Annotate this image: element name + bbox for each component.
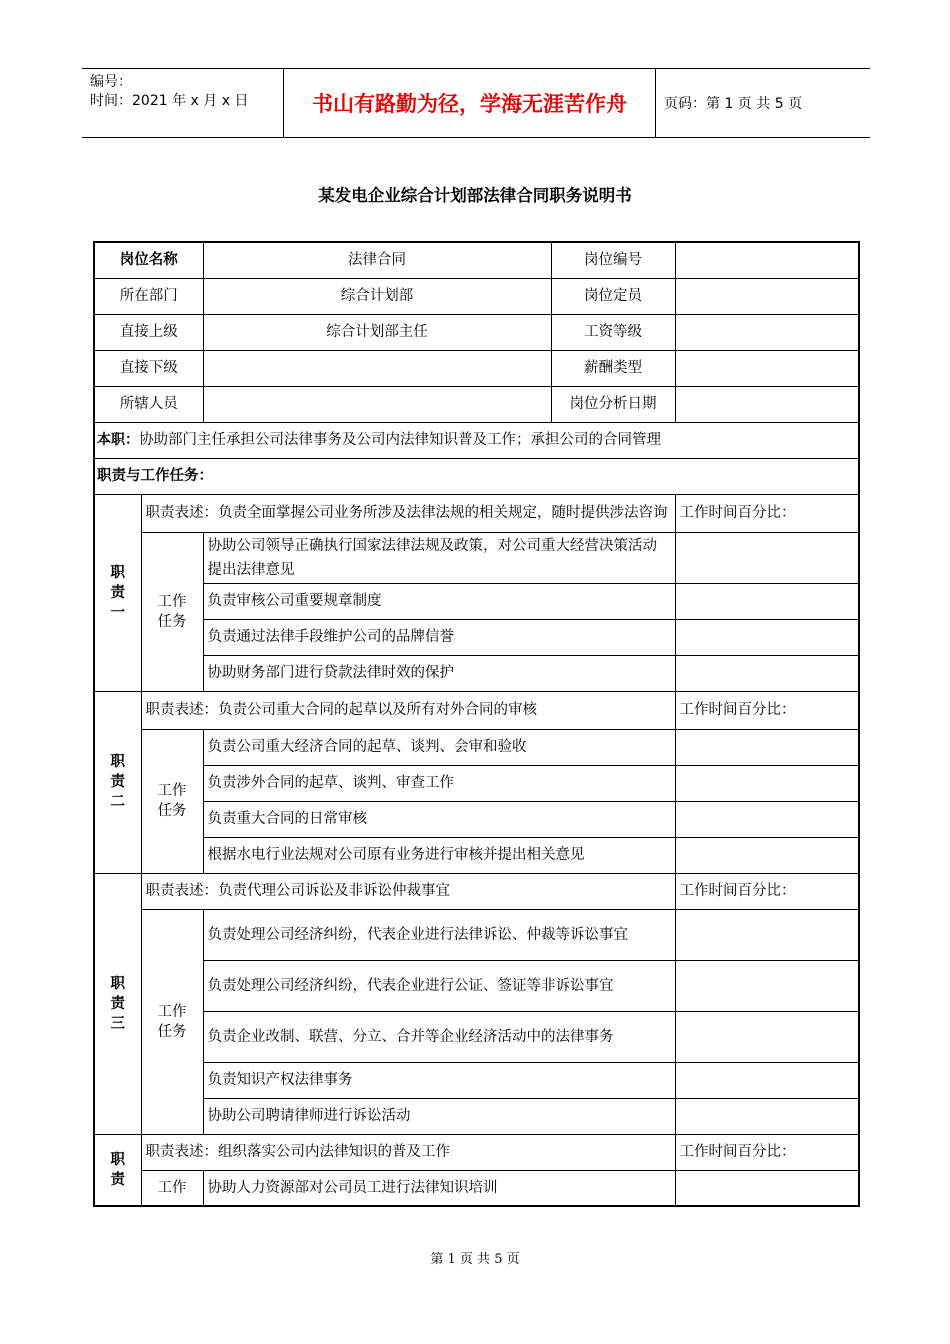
duty-desc: 职责表述：负责公司重大合同的起草以及所有对外合同的审核	[141, 691, 675, 729]
task-item: 负责涉外合同的起草、谈判、审查工作	[203, 765, 675, 801]
task-item: 负责通过法律手段维护公司的品牌信誉	[203, 619, 675, 655]
duty-name-3: 职 责 三	[94, 873, 141, 1134]
task-row	[94, 655, 859, 691]
duty-desc: 职责表述：组织落实公司内法律知识的普及工作	[141, 1134, 675, 1170]
task-item: 根据水电行业法规对公司原有业务进行审核并提出相关意见	[203, 837, 675, 873]
info-row	[94, 314, 859, 350]
task-item: 负责知识产权法律事务	[203, 1062, 675, 1098]
info-value	[675, 278, 859, 314]
task-row	[94, 1011, 859, 1062]
info-row	[94, 278, 859, 314]
task-item: 负责公司重大经济合同的起草、谈判、会审和验收	[203, 729, 675, 765]
info-value: 综合计划部主任	[203, 314, 551, 350]
info-label: 薪酬类型	[551, 350, 675, 386]
task-item: 协助人力资源部对公司员工进行法律知识培训	[203, 1170, 675, 1206]
info-value	[675, 386, 859, 422]
task-row	[94, 583, 859, 619]
duty-desc-row	[94, 494, 859, 532]
info-label: 所辖人员	[94, 386, 203, 422]
info-row	[94, 386, 859, 422]
info-value	[203, 350, 551, 386]
document-title: 某发电企业综合计划部法律合同职务说明书	[318, 186, 632, 205]
task-percent	[675, 619, 859, 655]
info-label: 所在部门	[94, 278, 203, 314]
task-percent	[675, 801, 859, 837]
task-row	[94, 619, 859, 655]
info-label: 岗位分析日期	[551, 386, 675, 422]
task-row	[94, 532, 859, 583]
task-row	[94, 1170, 859, 1206]
task-item: 协助公司领导正确执行国家法律法规及政策，对公司重大经营决策活动提出法律意见	[203, 532, 675, 583]
duty-desc: 职责表述：负责代理公司诉讼及非诉讼仲裁事宜	[141, 873, 675, 909]
task-percent	[675, 655, 859, 691]
task-row	[94, 801, 859, 837]
info-value	[675, 242, 859, 278]
duty-desc-row	[94, 873, 859, 909]
job-description-table	[93, 241, 860, 1207]
time-percent-label: 工作时间百分比：	[675, 1134, 859, 1170]
info-value: 综合计划部	[203, 278, 551, 314]
task-percent	[675, 729, 859, 765]
task-label: 工作 任务	[141, 532, 203, 691]
main-duty-label: 本职：	[97, 432, 139, 448]
task-label: 工作 任务	[141, 729, 203, 873]
info-label: 岗位定员	[551, 278, 675, 314]
task-row	[94, 960, 859, 1011]
task-percent	[675, 1098, 859, 1134]
duties-header: 职责与工作任务：	[94, 458, 859, 494]
task-label: 工作 任务	[141, 909, 203, 1134]
task-percent	[675, 960, 859, 1011]
task-percent	[675, 532, 859, 583]
task-label: 工作	[141, 1170, 203, 1206]
task-item: 协助公司聘请律师进行诉讼活动	[203, 1098, 675, 1134]
duty-desc-row	[94, 691, 859, 729]
main-duty	[94, 422, 859, 458]
info-label: 直接下级	[94, 350, 203, 386]
task-row	[94, 765, 859, 801]
info-value	[203, 386, 551, 422]
info-label: 岗位编号	[551, 242, 675, 278]
page-header	[82, 68, 870, 138]
page-footer: 第 1 页 共 5 页	[430, 1252, 520, 1267]
task-row	[94, 1098, 859, 1134]
main-duty-row	[94, 422, 859, 458]
task-item: 负责重大合同的日常审核	[203, 801, 675, 837]
header-motto: 书山有路勤为径，学海无涯苦作舟	[283, 69, 656, 137]
task-row	[94, 909, 859, 960]
duty-desc-row	[94, 1134, 859, 1170]
time-percent-label: 工作时间百分比：	[675, 691, 859, 729]
task-percent	[675, 909, 859, 960]
task-row	[94, 837, 859, 873]
task-percent	[675, 837, 859, 873]
info-label: 工资等级	[551, 314, 675, 350]
task-item: 负责审核公司重要规章制度	[203, 583, 675, 619]
info-row	[94, 242, 859, 278]
info-row	[94, 350, 859, 386]
info-value	[675, 350, 859, 386]
task-item: 负责处理公司经济纠纷，代表企业进行法律诉讼、仲裁等诉讼事宜	[203, 909, 675, 960]
task-percent	[675, 1062, 859, 1098]
task-item: 负责处理公司经济纠纷，代表企业进行公证、签证等非诉讼事宜	[203, 960, 675, 1011]
info-label: 岗位名称	[94, 242, 203, 278]
doc-number-label: 编号：	[90, 74, 132, 90]
task-percent	[675, 583, 859, 619]
header-meta	[90, 73, 285, 111]
doc-time-label: 时间：2021 年 x 月 x 日	[90, 93, 249, 109]
time-percent-label: 工作时间百分比：	[675, 494, 859, 532]
time-percent-label: 工作时间百分比：	[675, 873, 859, 909]
task-percent	[675, 765, 859, 801]
task-item: 协助财务部门进行贷款法律时效的保护	[203, 655, 675, 691]
duty-name-1: 职 责 一	[94, 494, 141, 691]
task-row	[94, 729, 859, 765]
info-value	[675, 314, 859, 350]
info-label: 直接上级	[94, 314, 203, 350]
duty-name-2: 职 责 二	[94, 691, 141, 873]
task-percent	[675, 1011, 859, 1062]
info-value: 法律合同	[203, 242, 551, 278]
header-page-number: 页码：第 1 页 共 5 页	[664, 96, 803, 112]
main-duty-text: 协助部门主任承担公司法律事务及公司内法律知识普及工作；承担公司的合同管理	[139, 432, 661, 448]
task-item: 负责企业改制、联营、分立、合并等企业经济活动中的法律事务	[203, 1011, 675, 1062]
duty-name-4: 职 责	[94, 1134, 141, 1206]
task-percent	[675, 1170, 859, 1206]
task-row	[94, 1062, 859, 1098]
duty-desc: 职责表述：负责全面掌握公司业务所涉及法律法规的相关规定，随时提供涉法咨询	[141, 494, 675, 532]
duties-header-row	[94, 458, 859, 494]
